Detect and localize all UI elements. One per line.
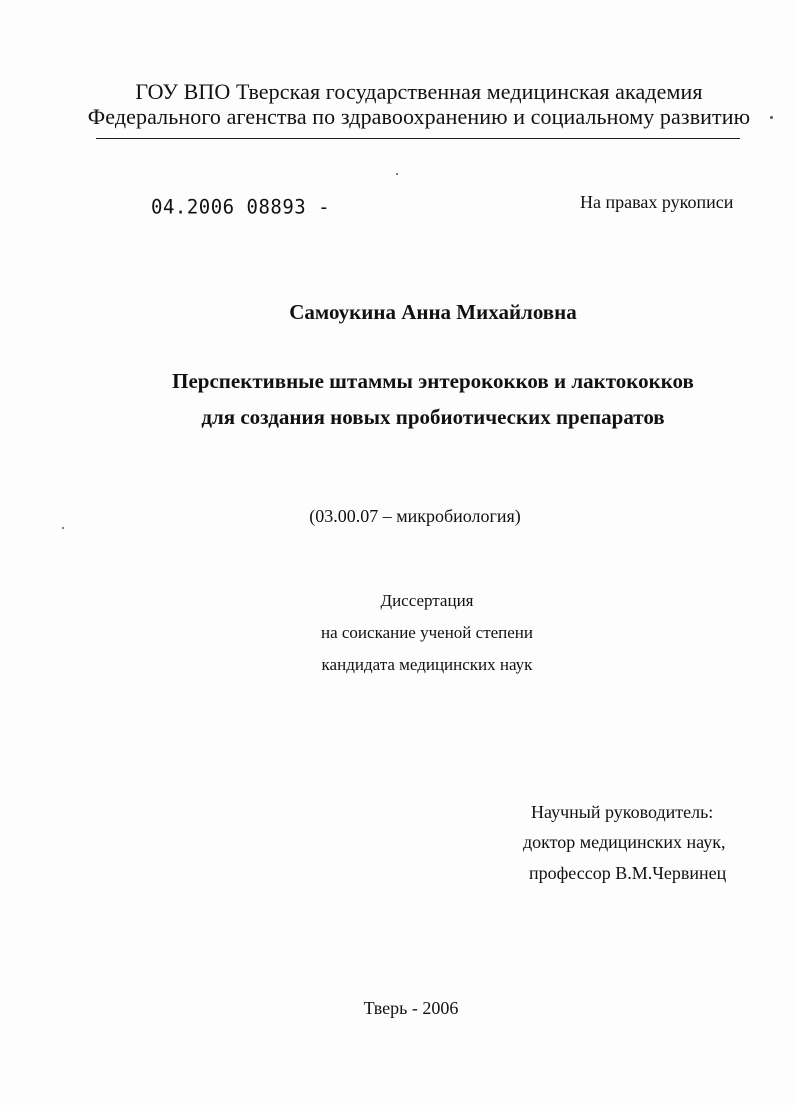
supervisor-name: профессор В.М.Червинец [529, 863, 727, 883]
scan-speck [396, 173, 398, 175]
dissertation-line-1: Диссертация [380, 591, 474, 610]
supervisor-label: Научный руководитель: [531, 802, 714, 822]
thesis-title-line-2: для создания новых пробиотических препаратов [201, 405, 665, 429]
institution-line-2: Федерального агенства по здравоохранению и социальному развитию [87, 104, 751, 129]
author-name: Самоукина Анна Михайловна [289, 300, 577, 324]
header-divider [96, 138, 740, 139]
institution-line-1: ГОУ ВПО Тверская государственная медицинская академия [135, 79, 703, 104]
supervisor-degree: доктор медицинских наук, [523, 832, 726, 852]
scan-speck [62, 527, 64, 529]
registration-stamp: 04.2006 08893 - [151, 195, 331, 219]
dissertation-line-2: на соискание ученой степени [320, 623, 534, 642]
scan-speck [770, 116, 773, 119]
specialty-code: (03.00.07 – микробиология) [309, 506, 521, 526]
dissertation-line-3: кандидата медицинских наук [321, 655, 533, 674]
thesis-title-line-1: Перспективные штаммы энтерококков и лактококков [172, 369, 694, 393]
manuscript-rights-note: На правах рукописи [580, 192, 734, 212]
city-year: Тверь - 2006 [363, 998, 459, 1018]
